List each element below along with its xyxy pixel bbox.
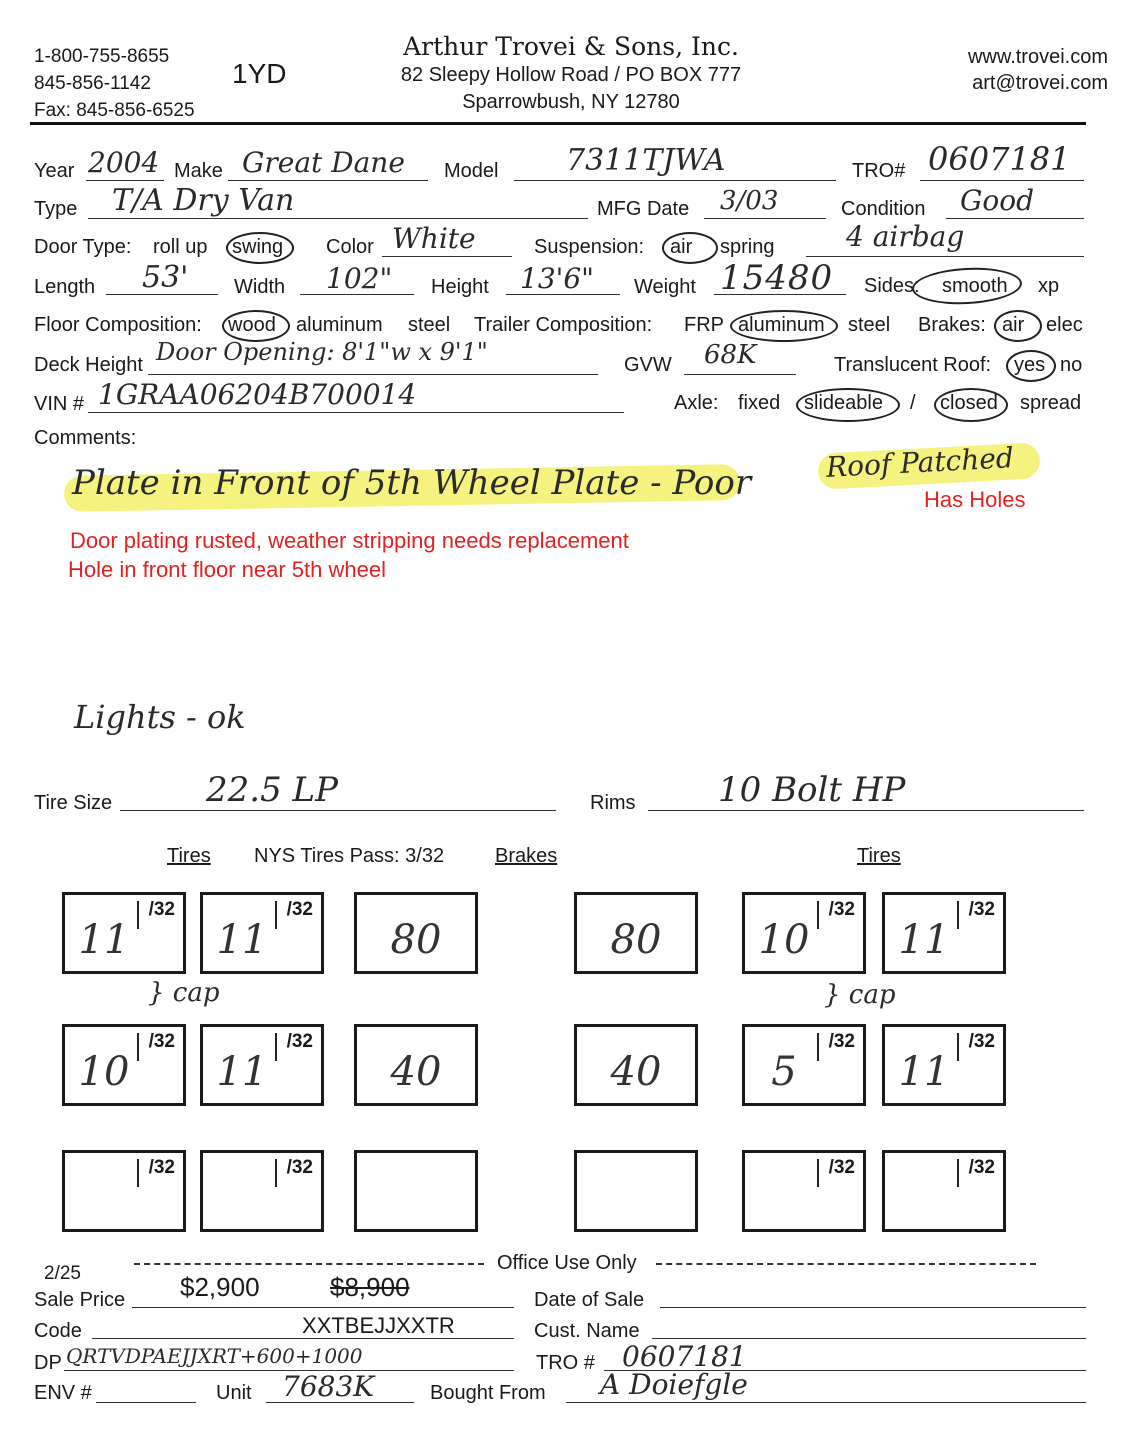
trailer-option-aluminum[interactable]: aluminum — [738, 314, 825, 336]
year-label: Year — [34, 160, 75, 182]
closed-circle — [934, 388, 1008, 422]
tire-depth: 5 — [771, 1049, 797, 1095]
door-type-label: Door Type: — [34, 236, 132, 258]
brakes-option-elec[interactable]: elec — [1046, 314, 1083, 336]
axle-option-closed[interactable]: closed — [940, 392, 998, 414]
rims-line — [648, 810, 1084, 811]
tire-depth: 11 — [216, 917, 268, 963]
suspension-option-air[interactable]: air — [670, 236, 693, 258]
cust-name-label: Cust. Name — [534, 1320, 640, 1342]
tire-depth: 11 — [216, 1049, 268, 1095]
tire-box[interactable]: /32 — [882, 1150, 1006, 1232]
unit-value: 7683K — [282, 1370, 375, 1403]
brake-percent: 80 — [610, 917, 662, 963]
dp-label: DP — [34, 1352, 62, 1374]
code-label: Code — [34, 1320, 82, 1342]
sides-option-smooth[interactable]: smooth — [942, 275, 1008, 297]
dp-value: QRTVDPAEJJXRT+600+1000 — [66, 1344, 363, 1368]
swing-circle — [226, 232, 294, 264]
brakes-label: Brakes: — [918, 314, 986, 336]
vin-line — [88, 412, 624, 413]
floor-option-aluminum[interactable]: aluminum — [296, 314, 383, 336]
unit-label: Unit — [216, 1382, 252, 1404]
tro-value: 0607181 — [928, 140, 1071, 178]
tire-size-line — [120, 810, 556, 811]
office-divider-right — [656, 1263, 1036, 1265]
axle-option-fixed[interactable]: fixed — [738, 392, 781, 414]
tire-size-label: Tire Size — [34, 792, 113, 814]
comment-typed-hole: Hole in front floor near 5th wheel — [68, 557, 386, 582]
model-label: Model — [444, 160, 499, 182]
bought-from-label: Bought From — [430, 1382, 546, 1404]
env-label: ENV # — [34, 1382, 92, 1404]
make-line — [228, 180, 428, 181]
height-value: 13'6" — [520, 262, 595, 295]
weight-value: 15480 — [720, 258, 834, 298]
brake-box[interactable] — [354, 892, 478, 974]
office-use-label: Office Use Only — [497, 1252, 637, 1274]
tire-size-value: 22.5 LP — [206, 770, 338, 810]
brakes-air-circle — [994, 310, 1042, 342]
bought-from-value: A Doiefgle — [600, 1368, 748, 1401]
weight-label: Weight — [634, 276, 696, 298]
gvw-label: GVW — [624, 354, 672, 376]
axle-slash: / — [910, 392, 916, 414]
nys-pass-note: NYS Tires Pass: 3/32 — [254, 845, 445, 867]
office-divider-left — [134, 1263, 484, 1265]
tire-box[interactable]: /32 11 — [200, 892, 324, 974]
condition-line — [946, 218, 1084, 219]
floor-label: Floor Composition: — [34, 314, 202, 336]
floor-option-wood[interactable]: wood — [228, 314, 276, 336]
brakes-header: Brakes — [495, 845, 558, 867]
brake-percent: 40 — [390, 1049, 442, 1095]
email-link[interactable]: art@trovei.com — [972, 72, 1108, 94]
sale-date-note: 2/25 — [44, 1263, 81, 1284]
make-label: Make — [174, 160, 223, 182]
year-line — [86, 180, 164, 181]
company-address-1: 82 Sleepy Hollow Road / PO BOX 777 — [400, 64, 742, 86]
form-code: 1YD — [232, 58, 287, 89]
suspension-label: Suspension: — [534, 236, 645, 258]
brake-box[interactable] — [574, 1024, 698, 1106]
trailer-label: Trailer Composition: — [474, 314, 653, 336]
suspension-option-spring[interactable]: spring — [720, 236, 775, 258]
code-value: XXTBEJJXXTR — [302, 1313, 455, 1338]
sides-label: Sides: — [864, 275, 920, 297]
gvw-value: 68K — [704, 340, 757, 370]
suspension-line — [806, 256, 1084, 257]
sale-price-line — [132, 1307, 514, 1308]
width-value: 102" — [326, 262, 393, 295]
deck-height-label: Deck Height — [34, 354, 143, 376]
company-name: Arthur Trovei & Sons, Inc. — [403, 32, 739, 61]
env-line — [96, 1402, 196, 1403]
mfg-line — [704, 218, 826, 219]
roof-option-no[interactable]: no — [1060, 354, 1083, 376]
phone-2: 845-856-1142 — [34, 73, 151, 94]
door-option-swing[interactable]: swing — [232, 236, 284, 258]
old-price-value: $8,900 — [330, 1272, 410, 1302]
mfg-label: MFG Date — [597, 198, 690, 220]
tires-header-right: Tires — [857, 845, 901, 867]
type-label: Type — [34, 198, 78, 220]
date-of-sale-label: Date of Sale — [534, 1289, 645, 1311]
tire-box[interactable]: /32 10 — [62, 1024, 186, 1106]
model-line — [514, 180, 836, 181]
comment-typed-holes: Has Holes — [924, 487, 1026, 512]
sides-option-xp[interactable]: xp — [1038, 275, 1060, 297]
tire-depth: 11 — [78, 917, 130, 963]
length-label: Length — [34, 276, 96, 298]
vin-value: 1GRAA06204B700014 — [98, 378, 417, 411]
axle-option-slideable[interactable]: slideable — [804, 392, 883, 414]
vin-label: VIN # — [34, 393, 85, 415]
cap-note-right: } cap — [824, 980, 896, 1010]
bought-from-line — [566, 1402, 1086, 1403]
model-value: 7311TJWA — [566, 143, 726, 178]
tro-line — [920, 180, 1084, 181]
mfg-value: 3/03 — [720, 186, 779, 216]
trailer-option-steel[interactable]: steel — [848, 314, 891, 336]
tire-depth: 11 — [898, 917, 950, 963]
fax-number: Fax: 845-856-6525 — [34, 100, 195, 121]
make-value: Great Dane — [242, 146, 405, 179]
cap-note-left: } cap — [148, 978, 220, 1008]
type-value: T/A Dry Van — [112, 183, 295, 218]
gvw-line — [684, 374, 796, 375]
deck-height-line — [148, 374, 598, 375]
width-label: Width — [234, 276, 286, 298]
yes-circle — [1006, 350, 1056, 382]
door-option-roll-up[interactable]: roll up — [153, 236, 208, 258]
height-label: Height — [431, 276, 489, 298]
tire-depth: 10 — [758, 917, 810, 963]
company-address-2: Sparrowbush, NY 12780 — [462, 91, 680, 113]
suspension-note: 4 airbag — [846, 220, 965, 253]
brake-box[interactable] — [354, 1150, 478, 1232]
axle-option-spread[interactable]: spread — [1020, 392, 1082, 414]
length-value: 53' — [142, 260, 189, 295]
brake-box[interactable] — [354, 1024, 478, 1106]
tire-box[interactable]: /32 11 — [882, 1024, 1006, 1106]
color-line — [382, 256, 512, 257]
slideable-circle — [796, 388, 900, 422]
floor-option-steel[interactable]: steel — [408, 314, 451, 336]
condition-label: Condition — [841, 198, 926, 220]
sale-price-label: Sale Price — [34, 1289, 126, 1311]
brake-box[interactable] — [574, 892, 698, 974]
tro-office-label: TRO # — [536, 1352, 595, 1374]
tire-depth: 11 — [898, 1049, 950, 1095]
deck-height-value: Door Opening: 8'1"w x 9'1" — [156, 338, 488, 366]
brake-box[interactable] — [574, 1150, 698, 1232]
type-line — [88, 218, 588, 219]
trailer-option-frp[interactable]: FRP — [684, 314, 724, 336]
sale-price-value: $2,900 — [180, 1272, 260, 1302]
website-link[interactable]: www.trovei.com — [967, 46, 1108, 68]
tire-box[interactable]: /32 — [742, 1150, 866, 1232]
tro-office-value: 0607181 — [622, 1340, 747, 1373]
smooth-circle — [911, 265, 1023, 307]
roof-option-yes[interactable]: yes — [1014, 354, 1046, 376]
axle-label: Axle: — [674, 392, 719, 414]
tire-depth: 10 — [78, 1049, 130, 1095]
condition-value: Good — [960, 184, 1035, 217]
comment-handwritten-1: Plate in Front of 5th Wheel Plate - Poor — [72, 463, 752, 503]
tire-box[interactable]: /32 — [200, 1150, 324, 1232]
tire-box[interactable]: /32 11 — [882, 892, 1006, 974]
tire-box[interactable]: /32 5 — [742, 1024, 866, 1106]
color-label: Color — [326, 236, 374, 258]
tire-box[interactable]: /32 11 — [200, 1024, 324, 1106]
roof-label: Translucent Roof: — [834, 354, 992, 376]
comment-handwritten-2: Roof Patched — [825, 441, 1015, 484]
tro-label: TRO# — [852, 160, 906, 182]
comment-typed-door: Door plating rusted, weather stripping needs replacement — [70, 528, 629, 553]
rims-label: Rims — [590, 792, 636, 814]
date-of-sale-line — [660, 1307, 1086, 1308]
phone-1: 1-800-755-8655 — [34, 46, 170, 67]
year-value: 2004 — [88, 146, 160, 179]
color-value: White — [392, 222, 476, 255]
tire-box[interactable]: /32 11 — [62, 892, 186, 974]
tire-box[interactable]: /32 10 — [742, 892, 866, 974]
brake-percent: 40 — [610, 1049, 662, 1095]
cust-name-line — [652, 1338, 1086, 1339]
rims-value: 10 Bolt HP — [718, 770, 906, 810]
aluminum-circle — [730, 310, 838, 342]
air-circle — [662, 232, 718, 264]
comments-label: Comments: — [34, 427, 137, 449]
tires-header-left: Tires — [167, 845, 211, 867]
brake-percent: 80 — [390, 917, 442, 963]
brakes-option-air[interactable]: air — [1002, 314, 1025, 336]
tire-box[interactable]: /32 — [62, 1150, 186, 1232]
comment-lights: Lights - ok — [74, 698, 246, 736]
header-rule — [30, 122, 1086, 125]
